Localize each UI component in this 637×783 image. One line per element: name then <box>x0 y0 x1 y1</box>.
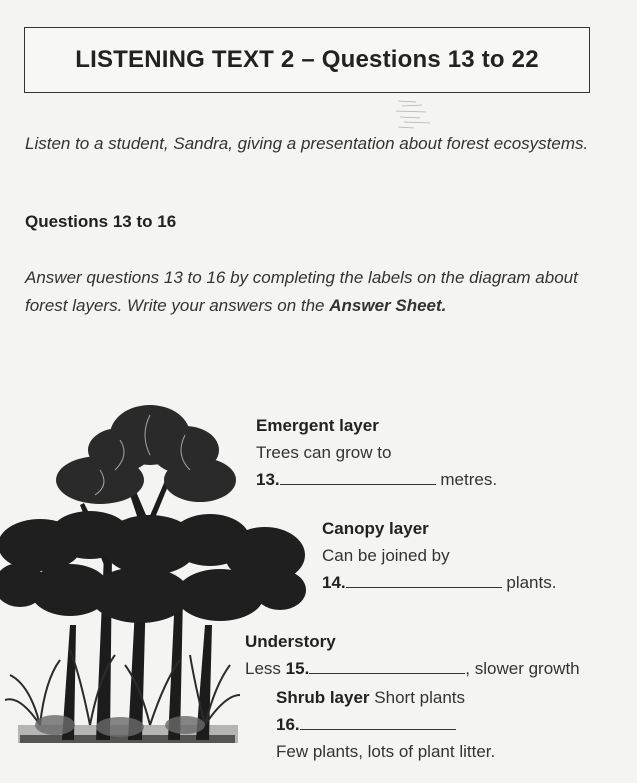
shrub-layer-note: Few plants, lots of plant litter. <box>276 742 496 761</box>
answer-blank-15[interactable] <box>309 656 465 674</box>
emergent-layer-label <box>256 412 497 493</box>
answer-blank-14[interactable] <box>346 570 502 588</box>
title-box <box>24 27 590 93</box>
canopy-layer-unit: plants. <box>506 573 557 592</box>
answer-sheet-emphasis: Answer Sheet. <box>329 296 447 315</box>
answer-blank-13[interactable] <box>280 467 436 485</box>
questions-heading: Questions 13 to 16 <box>25 212 177 231</box>
intro-text: Listen to a student, Sandra, giving a presentation about forest ecosystems. <box>25 134 589 153</box>
understory-prefix: Less <box>245 659 281 678</box>
question-16-number: 16. <box>276 715 300 734</box>
page-title: LISTENING TEXT 2 – Questions 13 to 22 <box>75 46 539 73</box>
understory-name: Understory <box>245 632 336 651</box>
emergent-layer-name: Emergent layer <box>256 416 379 435</box>
emergent-layer-unit: metres. <box>440 470 498 489</box>
shrub-layer-name: Shrub layer <box>276 688 370 707</box>
scan-smudge <box>392 97 434 133</box>
understory-suffix: , slower growth <box>465 659 580 678</box>
shrub-layer-desc: Short plants <box>374 688 466 707</box>
canopy-layer-label <box>322 515 556 596</box>
answer-blank-16[interactable] <box>300 712 456 730</box>
shrub-layer-label <box>276 684 495 765</box>
question-15-number: 15. <box>285 659 310 678</box>
question-14-number: 14. <box>322 573 346 592</box>
canopy-layer-desc: Can be joined by <box>322 546 450 565</box>
understory-label <box>245 628 580 682</box>
instructions-text: Answer questions 13 to 16 by completing the labels on the diagram about forest layers. Write your answers on the <box>25 268 578 315</box>
instructions <box>25 264 595 320</box>
emergent-layer-desc: Trees can grow to <box>256 443 392 462</box>
question-13-number: 13. <box>256 470 280 489</box>
canopy-layer-name: Canopy layer <box>322 519 429 538</box>
